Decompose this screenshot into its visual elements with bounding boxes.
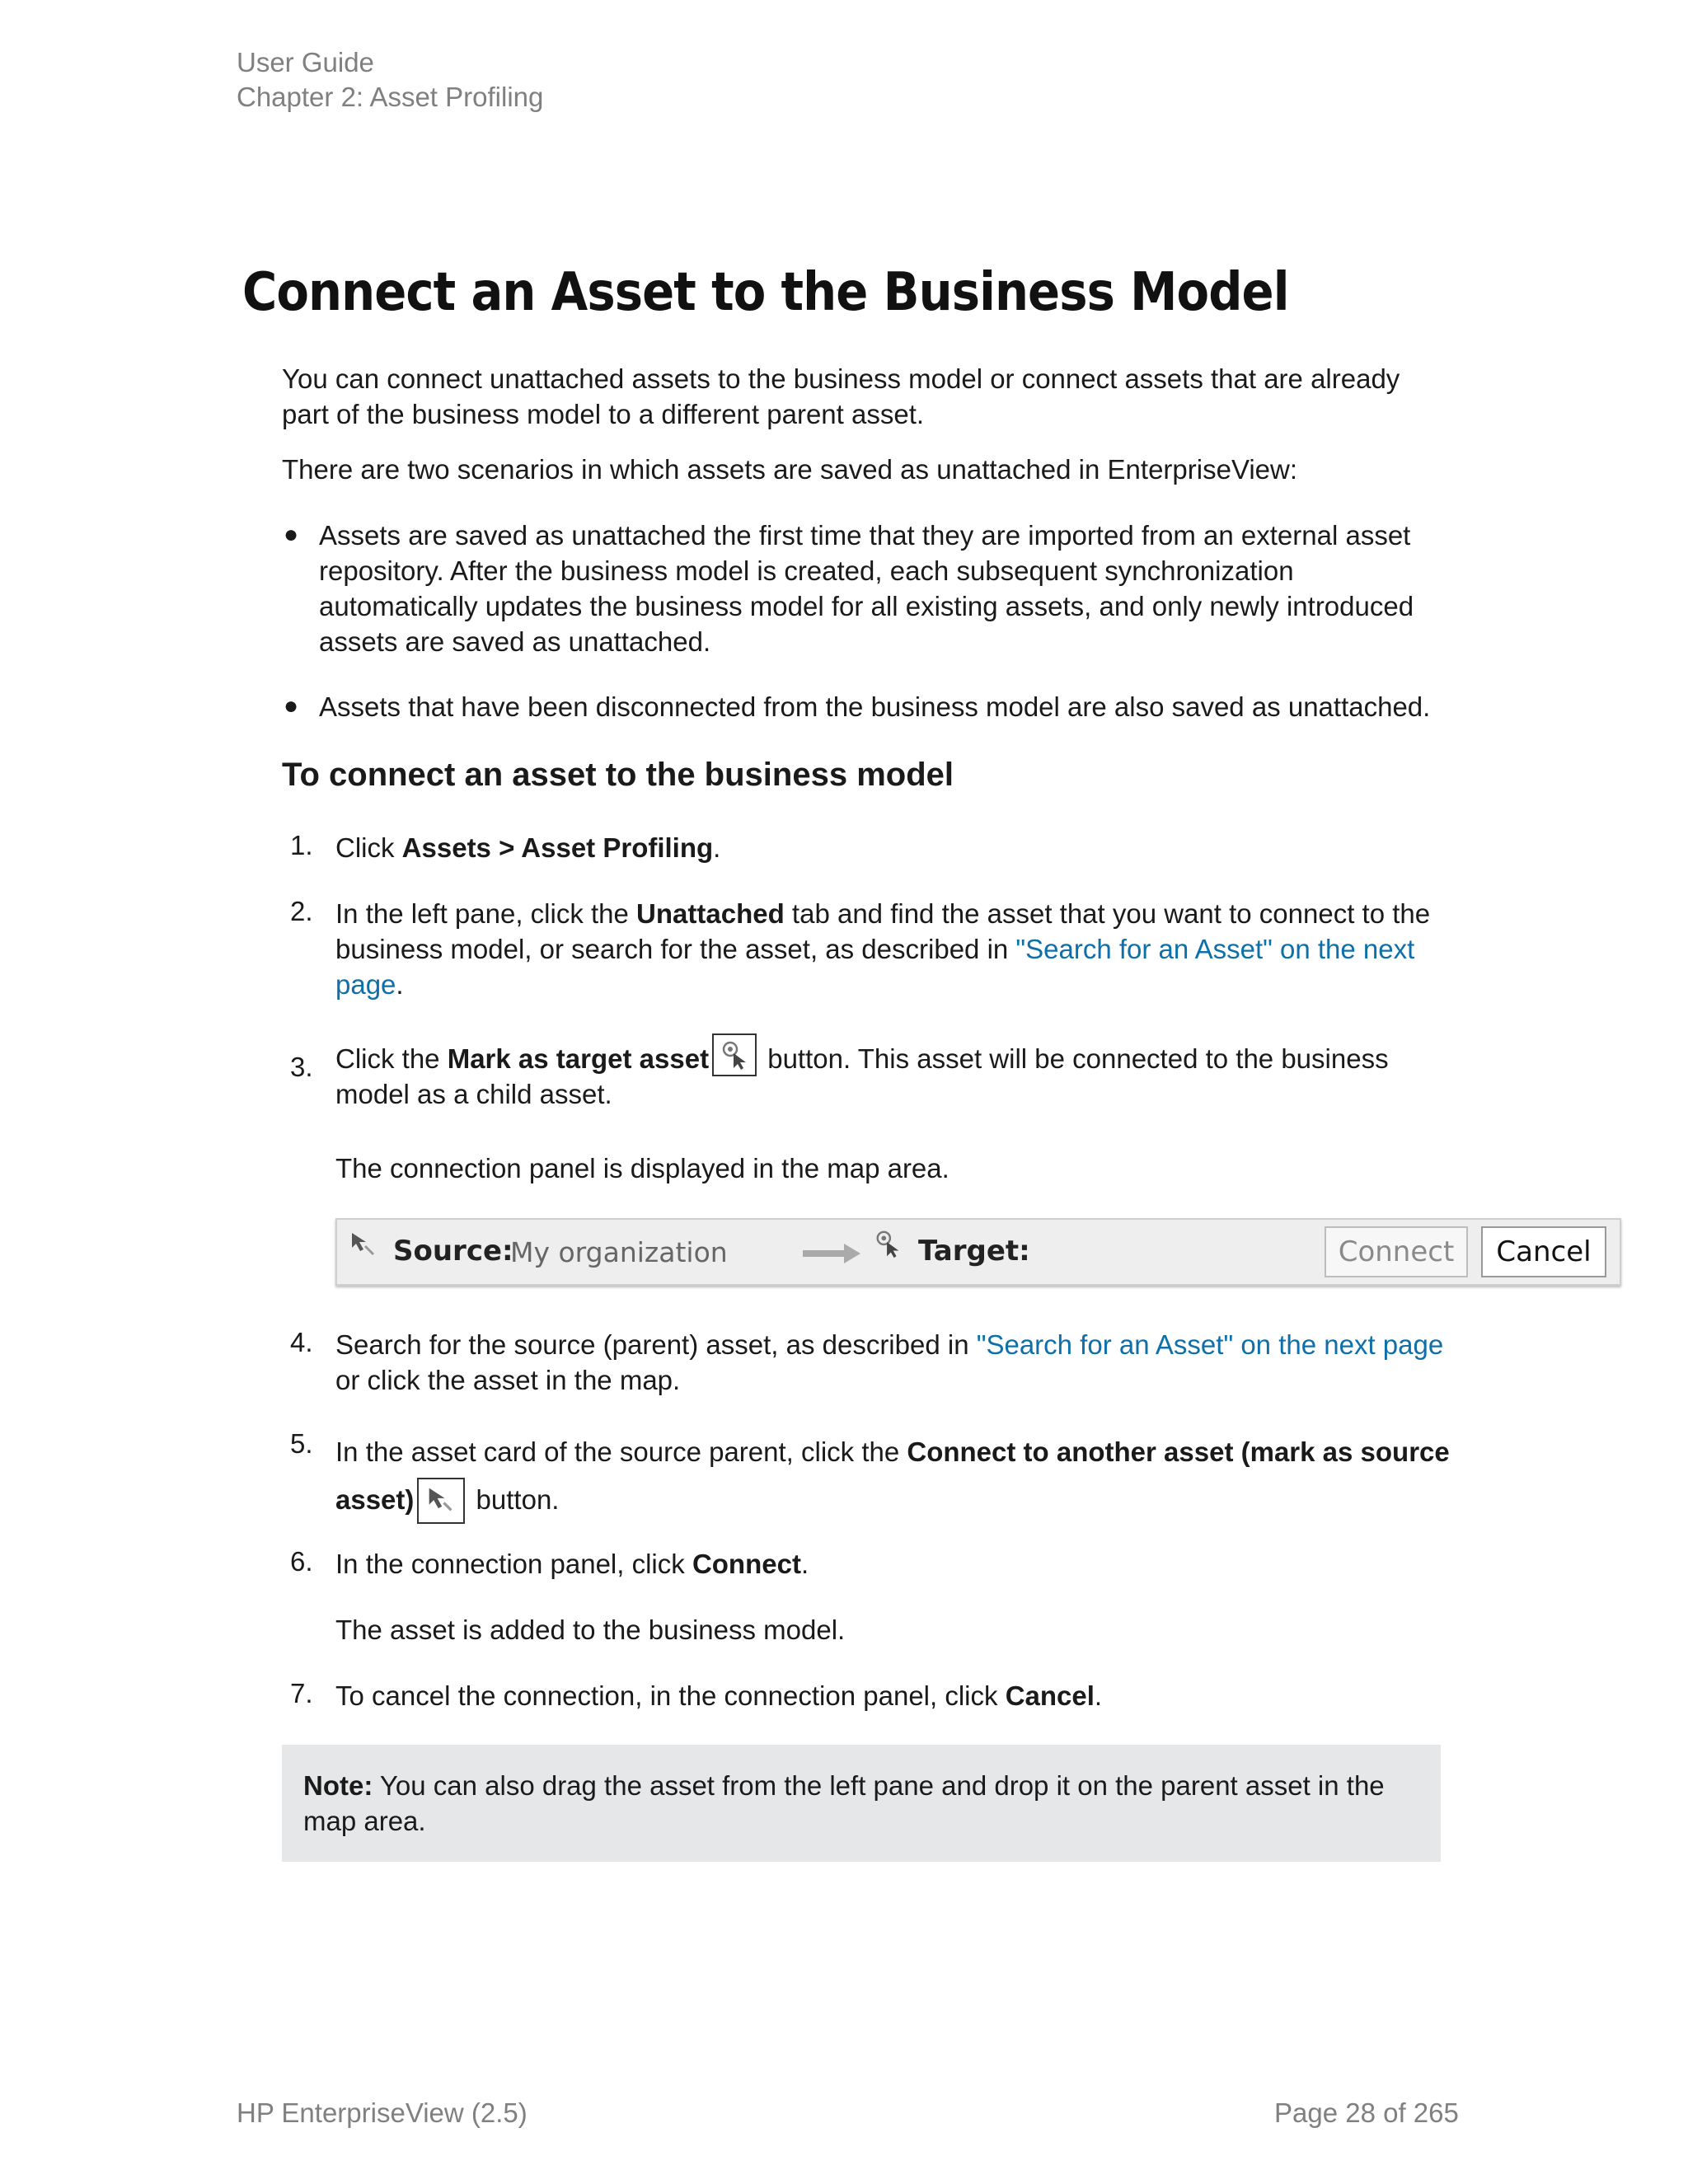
target-label: Target:	[918, 1235, 1030, 1268]
step-4: Search for the source (parent) asset, as described in "Search for an Asset" on the next page or click the asset in the map.	[335, 1329, 1444, 1395]
step-7: To cancel the connection, in the connection panel, click Cancel.	[335, 1680, 1103, 1711]
step-number: 2.	[290, 896, 313, 926]
running-header-title: User Guide	[237, 47, 374, 77]
source-cursor-icon	[424, 1483, 457, 1516]
cancel-ref: Cancel	[1005, 1680, 1095, 1711]
mark-as-target-button[interactable]	[712, 1033, 757, 1076]
source-value: My organization	[510, 1236, 728, 1268]
bullet-dot: ●	[284, 521, 299, 548]
target-cursor-icon	[873, 1228, 904, 1259]
bullet-item-2: Assets that have been disconnected from the business model are also saved as unattached.	[319, 691, 1431, 722]
target-cursor-icon	[719, 1038, 752, 1071]
page-title: Connect an Asset to the Business Model	[242, 262, 1289, 323]
procedure-heading: To connect an asset to the business model	[282, 757, 954, 793]
step-number: 3.	[290, 1052, 313, 1082]
search-asset-link[interactable]: "Search for an Asset" on the next page	[335, 934, 1415, 1000]
mark-as-target-ref: Mark as target asset	[447, 1043, 710, 1074]
step-number: 5.	[290, 1428, 313, 1459]
footer-page-number: Page 28 of 265	[1274, 2097, 1459, 2128]
connect-button[interactable]: Connect	[1325, 1226, 1468, 1277]
mark-as-source-button[interactable]	[417, 1478, 465, 1524]
note-label: Note:	[303, 1770, 373, 1801]
step-number: 7.	[290, 1678, 313, 1708]
source-label: Source:	[393, 1235, 513, 1268]
step-6: In the connection panel, click Connect.	[335, 1549, 809, 1579]
connect-to-another-asset-ref: Connect to another asset (mark as source asset)	[335, 1436, 1450, 1515]
connection-panel	[335, 1218, 1621, 1286]
footer-product: HP EnterpriseView (2.5)	[237, 2097, 528, 2128]
step-1: Click Assets > Asset Profiling.	[335, 832, 721, 863]
unattached-tab-ref: Unattached	[636, 898, 785, 929]
search-asset-link[interactable]: "Search for an Asset" on the next page	[976, 1329, 1444, 1360]
bullet-item-1: Assets are saved as unattached the first time that they are imported from an external asset repository. After the business model is created, each subsequent synchronization automatically updates the business model for all existing assets, and only newly introduced assets are saved as unattached.	[319, 520, 1414, 657]
cancel-button[interactable]: Cancel	[1481, 1226, 1606, 1277]
step-number: 4.	[290, 1327, 313, 1357]
step-5: In the asset card of the source parent, click the Connect to another asset (mark as source asset) button.	[335, 1428, 1456, 1524]
menu-path: Assets > Asset Profiling	[401, 832, 714, 863]
intro-paragraph: You can connect unattached assets to the business model or connect assets that are already part of the business model to a different parent asset.	[282, 363, 1400, 429]
step-3: Click the Mark as target asset button. This asset will be connected to the business model as a child asset.	[335, 1033, 1456, 1112]
note-text: You can also drag the asset from the left pane and drop it on the parent asset in the map area.	[303, 1770, 1385, 1836]
scenarios-intro: There are two scenarios in which assets are saved as unattached in EnterpriseView:	[282, 454, 1298, 485]
source-cursor-icon	[349, 1230, 378, 1259]
bullet-dot: ●	[284, 692, 299, 719]
connect-ref: Connect	[692, 1549, 801, 1579]
running-header-chapter: Chapter 2: Asset Profiling	[237, 82, 544, 112]
step-number: 6.	[290, 1546, 313, 1577]
step-number: 1.	[290, 830, 313, 860]
note-box	[282, 1745, 1441, 1862]
arrow-right-icon	[803, 1241, 862, 1266]
step-6-result: The asset is added to the business model.	[335, 1615, 846, 1645]
step-2: In the left pane, click the Unattached tab and find the asset that you want to connect to the business model, or search for the asset, as described in "Search for an Asset" on the next page.	[335, 898, 1431, 1000]
step-3-result: The connection panel is displayed in the map area.	[335, 1153, 950, 1183]
